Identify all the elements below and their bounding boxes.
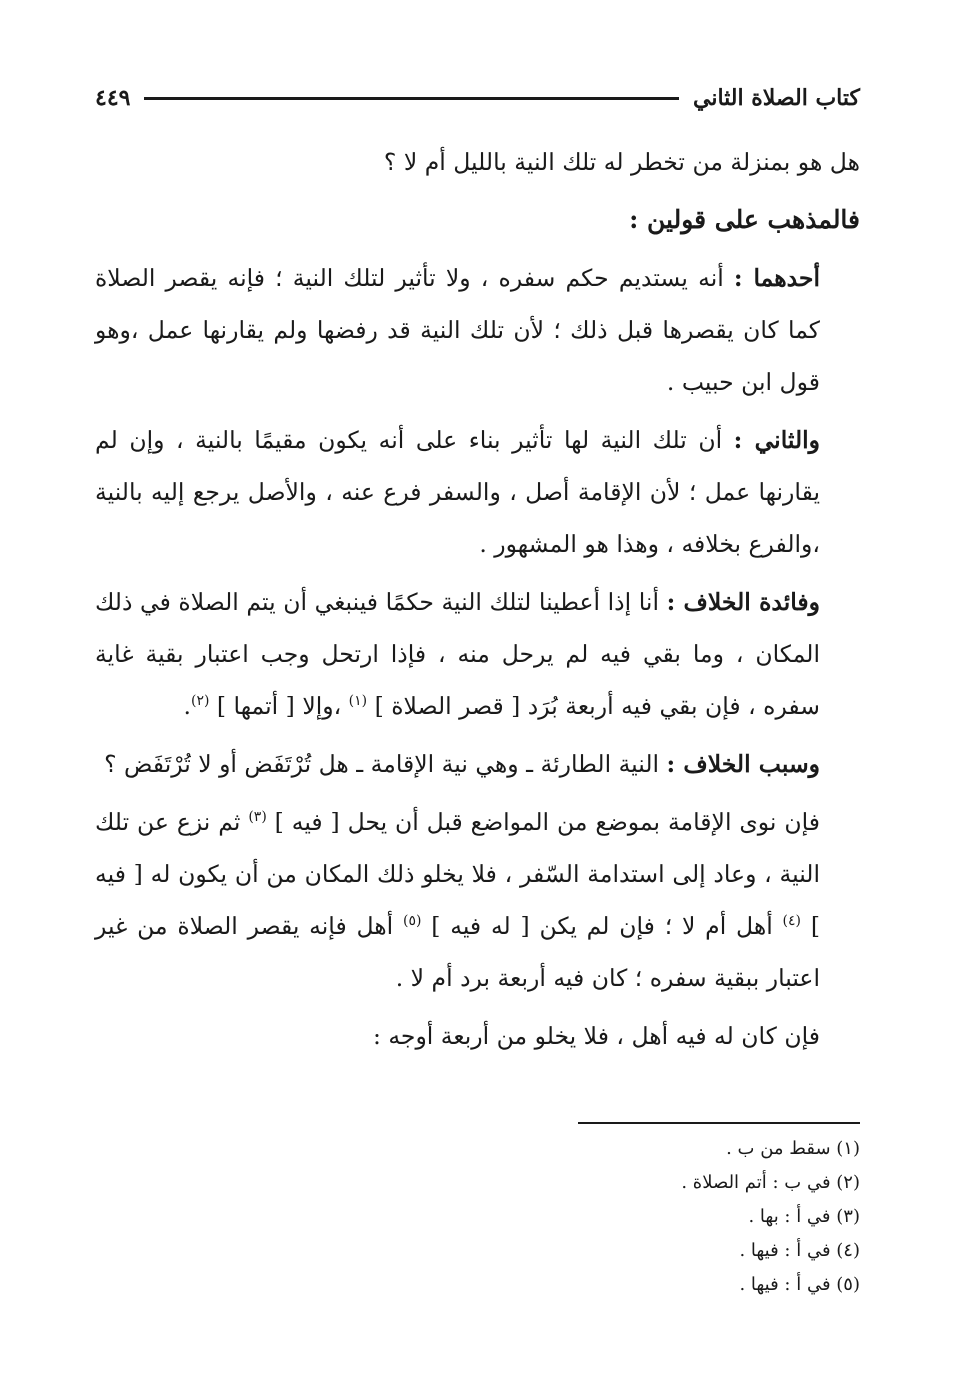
main-text <box>95 136 860 1068</box>
footnote-separator <box>578 1122 860 1124</box>
header-rule <box>144 97 679 100</box>
paragraph-second-opinion <box>95 414 860 570</box>
footnote-ref[interactable]: (٣) <box>248 809 267 826</box>
paragraph-four-cases: فإن كان له فيه أهل ، فلا يخلو من أربعة أوجه : <box>372 1022 820 1050</box>
footnote-item: (٣) في أ : بها . <box>748 1206 860 1227</box>
paragraph-lead: وسبب الخلاف : <box>666 750 820 778</box>
paragraph-text: ،وإلا [ أتمها ] <box>216 692 349 720</box>
footnote-item: (٤) في أ : فيها . <box>739 1240 860 1261</box>
paragraph-text: النية الطارئة ـ وهي نية الإقامة ـ هل تُرْتَفَض أو لا تُرْتَفَض ؟ <box>104 750 667 778</box>
page <box>95 0 860 1387</box>
paragraph-text: أهل أم لا ؛ فإن لم يكن [ له فيه ] <box>431 912 783 940</box>
header-title: كتاب الصلاة الثاني <box>692 85 860 111</box>
paragraph-text: ثم نزع عن تلك النية ، وعاد إلى استدامة السّفر ، فلا يخلو ذلك المكان من أن يكون له [ فيه ] <box>95 808 820 940</box>
paragraph-text: أنه يستديم حكم سفره ، ولا تأثير لتلك النية ؛ فإنه يقصر الصلاة كما كان يقصرها قبل ذلك ؛ لأن تلك النية قد رفضها ولم يقارنها عمل ،وهو قول ابن حبيب . <box>95 264 820 396</box>
paragraph-text: أهل فإنه يقصر الصلاة من غير اعتبار ببقية سفره ؛ كان فيه أربعة برد أم لا . <box>95 912 820 992</box>
section-heading: فالمذهب على قولين : <box>629 205 860 234</box>
footnote-item: (٥) في أ : فيها . <box>739 1274 860 1295</box>
footnote-ref[interactable]: (٤) <box>782 913 802 930</box>
paragraph-text: أن تلك النية لها تأثير بناء على أنه يكون مقيمًا بالنية ، وإن لم يقارنها عمل ؛ لأن الإقامة أصل ، والسفر فرع عنه ، والأصل يرجع إليه بالنية ،والفرع بخلافه ، وهذا هو المشهور . <box>95 426 820 558</box>
paragraph-lead: والثاني : <box>733 426 820 454</box>
footnote-item: (٢) في ب : أتم الصلاة . <box>681 1172 860 1193</box>
paragraph-text: فإن نوى الإقامة بموضع من المواضع قبل أن يحل [ فيه ] <box>274 808 820 836</box>
paragraph-case <box>95 796 860 1004</box>
footnotes <box>95 1132 860 1302</box>
paragraph-benefit <box>95 576 860 732</box>
running-header <box>95 78 860 118</box>
footnote-ref[interactable]: (٥) <box>403 913 422 930</box>
paragraph-intro: هل هو بمنزلة من تخطر له تلك النية بالليل أم لا ؟ <box>383 148 860 176</box>
paragraph-lead: وفائدة الخلاف : <box>666 588 821 616</box>
paragraph-cause <box>95 738 860 790</box>
paragraph-first-opinion <box>95 252 860 408</box>
page-number: ٤٤٩ <box>95 85 131 111</box>
footnote-ref[interactable]: (١) <box>348 693 368 710</box>
paragraph-text: أنا إذا أعطينا لتلك النية حكمًا فينبغي أن يتم الصلاة في ذلك المكان ، وما بقي فيه لم يرحل منه ، فإذا ارتحل وجب اعتبار بقية غاية سفره ، فإن بقي فيه أربعة بُرَد [ قصر الصلاة ] <box>95 588 820 720</box>
paragraph-text: . <box>183 692 191 720</box>
footnote-ref[interactable]: (٢) <box>190 693 210 710</box>
footnote-item: (١) سقط من ب . <box>726 1138 860 1159</box>
paragraph-lead: أحدهما : <box>733 264 820 292</box>
